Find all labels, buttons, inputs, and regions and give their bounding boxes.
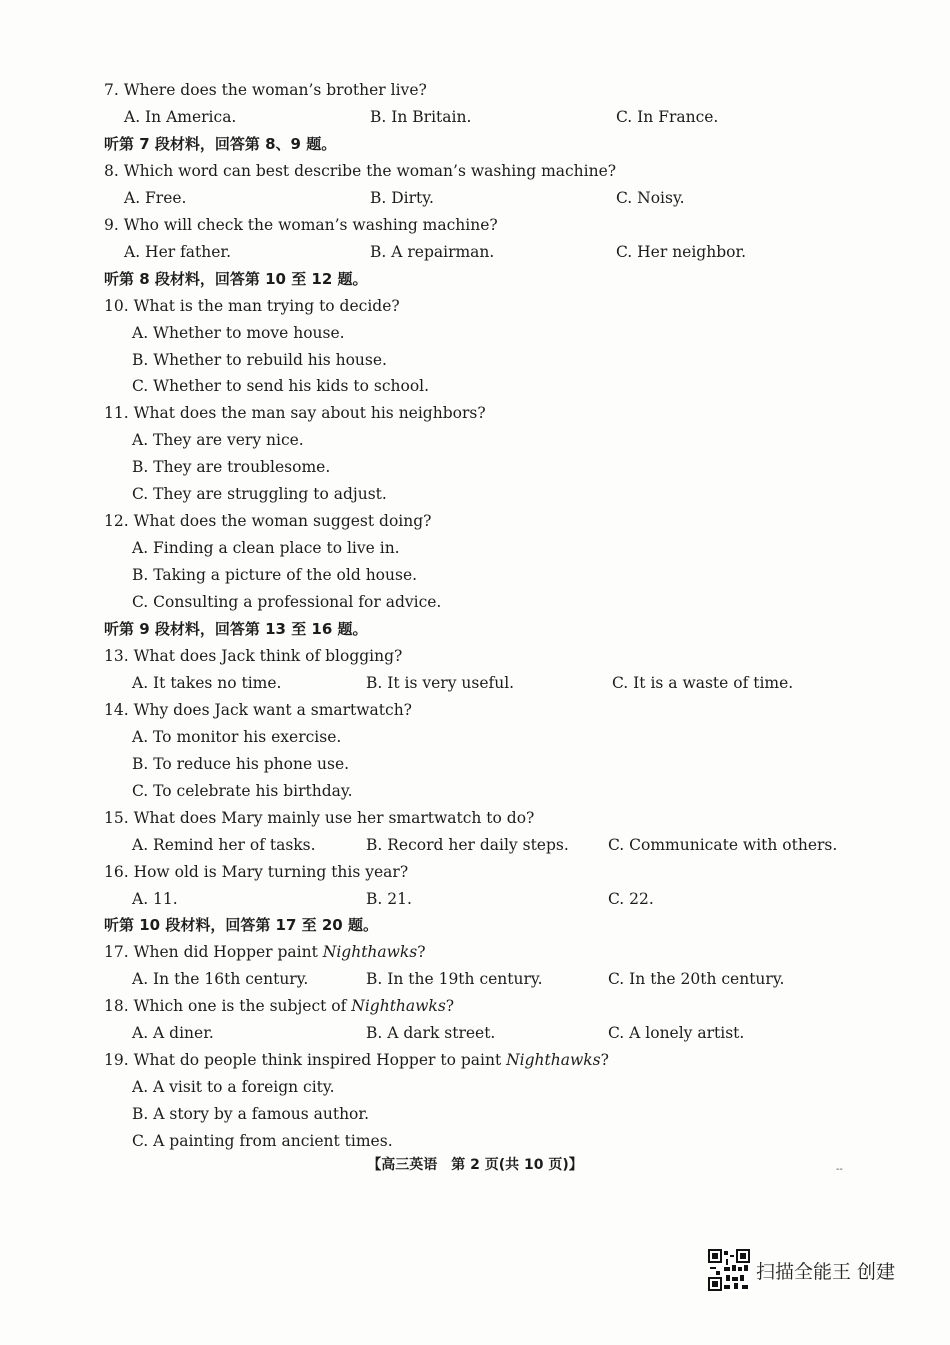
option-row [0,724,950,751]
answer-option: B. A story by a famous author. [132,1105,370,1124]
answer-option: A. They are very nice. [132,431,304,450]
question-text: 7. Where does the woman’s brother live? [104,81,427,99]
answer-option: B. They are troublesome. [132,458,331,477]
question [0,293,950,320]
answer-option-b: B. Dirty. [370,188,434,207]
watermark-text: 扫描全能王 创建 [756,1260,896,1283]
answer-option: A. Whether to move house. [132,323,345,342]
question [0,697,950,724]
answer-option: B. To reduce his phone use. [132,754,350,773]
answer-option: B. Taking a picture of the old house. [132,566,418,585]
question-text: 16. How old is Mary turning this year? [104,862,409,881]
question [0,508,950,535]
option-row [0,832,950,859]
answer-option-c: C. In France. [616,108,719,126]
answer-option-b: B. It is very useful. [366,673,515,692]
question-text [104,939,426,966]
section-heading: 听第 7 段材料，回答第 8、9 题。 [104,134,337,153]
option-row [0,454,950,481]
question [0,77,950,104]
option-row [0,1128,950,1155]
question-text: 10. What is the man trying to decide? [104,296,400,315]
option-row [0,751,950,778]
answer-option: A. Finding a clean place to live in. [132,539,400,558]
option-row [0,778,950,805]
question [0,1047,950,1074]
answer-option-c: C. It is a waste of time. [612,673,794,692]
section-instruction [0,266,950,293]
question-text-part: 19. What do people think inspired Hopper to paint [104,1051,507,1070]
option-row [0,1101,950,1128]
question [0,993,950,1020]
question [0,859,950,886]
option-row [0,535,950,562]
option-row [0,670,950,697]
answer-option-a: A. Remind her of tasks. [132,835,316,854]
section-heading: 听第 8 段材料，回答第 10 至 12 题。 [104,269,368,288]
option-row [0,562,950,589]
section-instruction [0,912,950,939]
answer-option: C. They are struggling to adjust. [132,485,387,504]
question-text: 12. What does the woman suggest doing? [104,512,432,531]
option-row [0,104,950,131]
answer-option-a: A. Her father. [124,242,232,261]
option-row [0,185,950,212]
answer-option-a: A. In the 16th century. [132,970,309,989]
answer-option-a: A. It takes no time. [132,673,282,692]
answer-option-a: A. A diner. [132,1024,214,1043]
option-row [0,966,950,993]
answer-option-c: C. Communicate with others. [608,835,838,854]
answer-option: C. Whether to send his kids to school. [132,377,430,396]
section-instruction [0,131,950,158]
section-instruction [0,616,950,643]
answer-option-c: C. Her neighbor. [616,242,747,261]
option-row [0,1074,950,1101]
question-text-part: 18. Which one is the subject of [104,997,352,1016]
question-text: 13. What does Jack think of blogging? [104,646,403,665]
option-row [0,373,950,400]
question-text: 8. Which word can best describe the woman’s washing machine? [104,161,617,180]
question [0,158,950,185]
question-text: 9. Who will check the woman’s washing machine? [104,215,498,234]
answer-option-a: A. In America. [124,108,237,126]
artwork-title: Nighthawks [351,997,446,1016]
scanner-watermark [708,1248,895,1292]
question [0,400,950,427]
answer-option-c: C. Noisy. [616,188,685,207]
question-text: 15. What does Mary mainly use her smartwatch to do? [104,808,535,827]
option-row [0,481,950,508]
question-text [104,993,454,1020]
page-footer: 【高三英语 第 2 页(共 10 页)】 [367,1157,583,1173]
answer-option: C. Consulting a professional for advice. [132,593,442,611]
section-heading: 听第 9 段材料，回答第 13 至 16 题。 [104,620,368,638]
answer-option: B. Whether to rebuild his house. [132,350,387,369]
option-row [0,886,950,913]
answer-option-c: C. A lonely artist. [608,1024,745,1043]
question [0,939,950,966]
option-row [0,427,950,454]
option-row [0,239,950,266]
question [0,805,950,832]
question-text-part: 17. When did Hopper paint [104,943,323,962]
artwork-title: Nighthawks [506,1051,601,1070]
answer-option-b: B. In the 19th century. [366,970,543,989]
question-text: 11. What does the man say about his neighbors? [104,404,486,423]
option-row [0,347,950,374]
question-text-part: ? [417,943,426,962]
answer-option-b: B. Record her daily steps. [366,835,569,854]
option-row [0,1020,950,1047]
option-row [0,320,950,347]
answer-option-a: A. 11. [132,889,178,908]
question [0,212,950,239]
answer-option: A. A visit to a foreign city. [132,1078,335,1097]
option-row [0,589,950,616]
answer-option-b: B. A repairman. [370,242,495,261]
answer-option-b: B. In Britain. [370,108,472,126]
section-heading: 听第 10 段材料，回答第 17 至 20 题。 [104,916,378,935]
answer-option-b: B. A dark street. [366,1024,496,1043]
question-text-part: ? [445,997,455,1016]
qr-code-icon [708,1249,750,1291]
answer-option-a: A. Free. [124,188,187,207]
question-text-part: ? [600,1051,609,1070]
answer-option: C. A painting from ancient times. [132,1132,393,1150]
footer-mark: -- [836,1164,843,1175]
answer-option-c: C. In the 20th century. [608,970,785,989]
question-text: 14. Why does Jack want a smartwatch? [104,700,412,719]
answer-option: C. To celebrate his birthday. [132,781,353,800]
answer-option-b: B. 21. [366,889,412,908]
answer-option-c: C. 22. [608,889,654,908]
question [0,643,950,670]
question-text [104,1047,609,1074]
answer-option: A. To monitor his exercise. [132,727,342,746]
artwork-title: Nighthawks [322,943,418,962]
